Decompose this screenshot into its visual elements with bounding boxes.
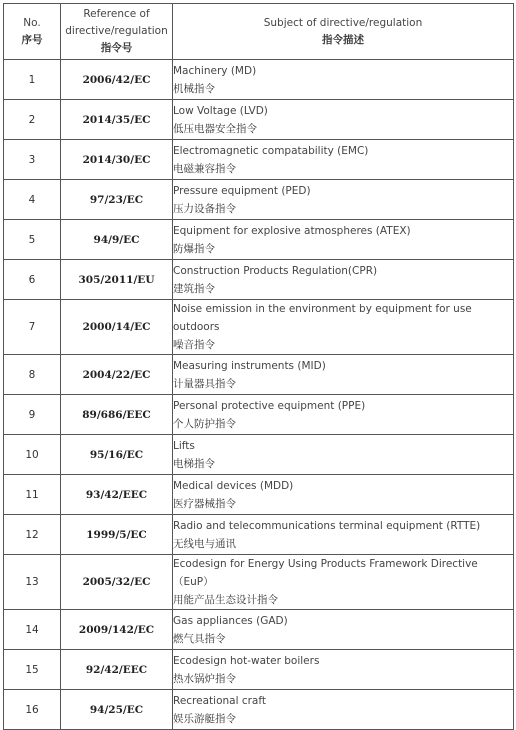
directive-reference: 94/25/EC — [61, 690, 173, 730]
directive-reference: 2004/22/EC — [61, 355, 173, 395]
table-row — [4, 260, 514, 300]
table-row — [4, 60, 514, 100]
directive-reference: 2000/14/EC — [61, 300, 173, 355]
row-number: 11 — [4, 475, 61, 515]
subject-en: Gas appliances (GAD) — [173, 614, 288, 627]
subject-en: Lifts — [173, 439, 195, 452]
subject-cn: 电磁兼容指令 — [173, 162, 236, 175]
header-no-cn: 序号 — [21, 33, 43, 46]
table-row — [4, 435, 514, 475]
header-reference-cn: 指令号 — [100, 42, 133, 54]
row-number: 7 — [4, 300, 61, 355]
header-reference — [61, 4, 173, 60]
subject-en: Personal protective equipment (PPE) — [173, 399, 366, 412]
row-number: 14 — [4, 610, 61, 650]
row-number: 9 — [4, 395, 61, 435]
directive-subject — [173, 650, 514, 690]
directive-subject — [173, 395, 514, 435]
table-row — [4, 555, 514, 610]
header-subject — [173, 4, 514, 60]
table-row — [4, 650, 514, 690]
directive-subject — [173, 100, 514, 140]
subject-cn: 电梯指令 — [173, 457, 215, 470]
subject-en: Construction Products Regulation(CPR) — [173, 264, 378, 277]
directive-reference: 2006/42/EC — [61, 60, 173, 100]
table-row — [4, 300, 514, 355]
subject-en: Radio and telecommunications terminal equipment (RTTE) — [173, 519, 481, 532]
table-row — [4, 395, 514, 435]
directives-table — [3, 3, 514, 730]
row-number: 16 — [4, 690, 61, 730]
directive-subject — [173, 260, 514, 300]
directive-subject — [173, 555, 514, 610]
subject-cn: 热水锅炉指令 — [173, 672, 236, 685]
directive-subject — [173, 140, 514, 180]
subject-cn: 机械指令 — [173, 82, 215, 95]
subject-cn: 防爆指令 — [173, 242, 215, 255]
subject-en: Equipment for explosive atmospheres (ATEX) — [173, 224, 411, 237]
row-number: 15 — [4, 650, 61, 690]
subject-en: Ecodesign for Energy Using Products Framework Directive（EuP） — [173, 558, 478, 588]
header-no-en: No. — [23, 16, 41, 29]
row-number: 10 — [4, 435, 61, 475]
directive-reference: 89/686/EEC — [61, 395, 173, 435]
table-row — [4, 475, 514, 515]
directive-reference: 2009/142/EC — [61, 610, 173, 650]
subject-cn: 计量器具指令 — [173, 377, 236, 390]
subject-en: Recreational craft — [173, 694, 266, 707]
header-no — [4, 4, 61, 60]
subject-en: Pressure equipment (PED) — [173, 184, 311, 197]
subject-cn: 燃气具指令 — [173, 632, 226, 645]
subject-en: Noise emission in the environment by equipment for use outdoors — [173, 303, 472, 333]
row-number: 4 — [4, 180, 61, 220]
directive-subject — [173, 435, 514, 475]
directive-subject — [173, 355, 514, 395]
subject-en: Low Voltage (LVD) — [173, 104, 268, 117]
directive-reference: 93/42/EEC — [61, 475, 173, 515]
directive-reference: 2014/30/EC — [61, 140, 173, 180]
directive-subject — [173, 515, 514, 555]
row-number: 13 — [4, 555, 61, 610]
directive-subject — [173, 475, 514, 515]
subject-cn: 娱乐游艇指令 — [173, 712, 236, 725]
row-number: 6 — [4, 260, 61, 300]
row-number: 2 — [4, 100, 61, 140]
directive-reference: 2014/35/EC — [61, 100, 173, 140]
table-body — [4, 60, 514, 730]
subject-cn: 低压电器安全指令 — [173, 122, 257, 135]
directive-subject — [173, 220, 514, 260]
row-number: 8 — [4, 355, 61, 395]
table-row — [4, 220, 514, 260]
table-row — [4, 180, 514, 220]
directive-subject — [173, 180, 514, 220]
directive-subject — [173, 610, 514, 650]
subject-en: Ecodesign hot-water boilers — [173, 654, 320, 667]
directive-subject — [173, 690, 514, 730]
table-row — [4, 610, 514, 650]
subject-cn: 建筑指令 — [173, 282, 215, 295]
table-row — [4, 100, 514, 140]
header-subject-en: Subject of directive/regulation — [263, 16, 423, 29]
table-row — [4, 355, 514, 395]
subject-en: Medical devices (MDD) — [173, 479, 294, 492]
subject-en: Electromagnetic compatability (EMC) — [173, 144, 369, 157]
subject-cn: 个人防护指令 — [173, 417, 236, 430]
row-number: 3 — [4, 140, 61, 180]
table-row — [4, 690, 514, 730]
row-number: 1 — [4, 60, 61, 100]
subject-cn: 医疗器械指令 — [173, 497, 236, 510]
subject-cn: 压力设备指令 — [173, 202, 236, 215]
directive-subject — [173, 300, 514, 355]
subject-en: Measuring instruments (MID) — [173, 359, 326, 372]
table-row — [4, 140, 514, 180]
row-number: 5 — [4, 220, 61, 260]
directive-reference: 305/2011/EU — [61, 260, 173, 300]
row-number: 12 — [4, 515, 61, 555]
directive-subject — [173, 60, 514, 100]
subject-cn: 无线电与通讯 — [173, 537, 236, 550]
subject-cn: 用能产品生态设计指令 — [173, 594, 278, 606]
directive-reference: 97/23/EC — [61, 180, 173, 220]
header-row — [4, 4, 514, 60]
directive-reference: 94/9/EC — [61, 220, 173, 260]
directive-reference: 1999/5/EC — [61, 515, 173, 555]
header-subject-cn: 指令描述 — [322, 33, 364, 46]
directive-reference: 92/42/EEC — [61, 650, 173, 690]
directive-reference: 95/16/EC — [61, 435, 173, 475]
table-row — [4, 515, 514, 555]
subject-cn: 噪音指令 — [173, 339, 215, 351]
subject-en: Machinery (MD) — [173, 64, 257, 77]
directive-reference: 2005/32/EC — [61, 555, 173, 610]
header-reference-en: Reference of directive/regulation — [65, 8, 168, 37]
